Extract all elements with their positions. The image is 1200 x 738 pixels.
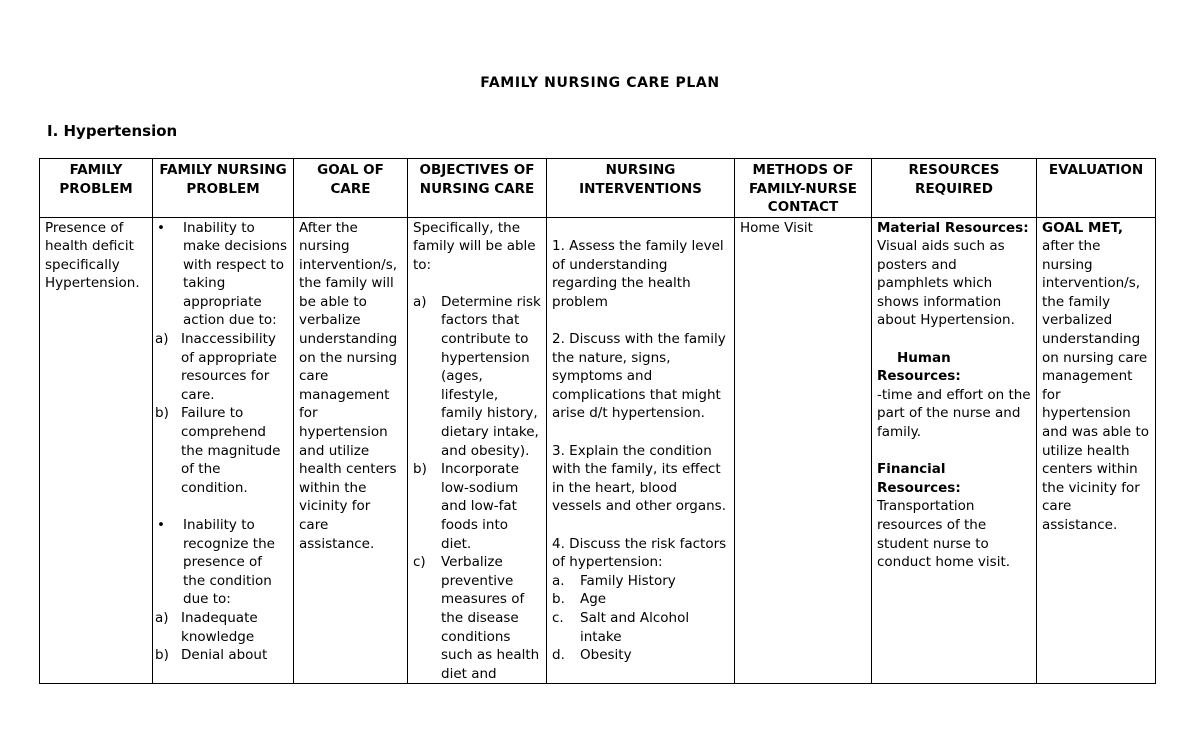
human-resources-text: -time and effort on the part of the nurse and family. xyxy=(877,386,1031,441)
list-marker: a) xyxy=(413,293,427,310)
list-item-text: Denial about xyxy=(181,647,268,664)
list-item xyxy=(552,572,729,591)
care-plan-table xyxy=(39,158,1156,684)
financial-resources-text: Transportation resources of the student nurse to conduct home visit. xyxy=(877,498,1011,571)
list-item-text: Salt and Alcohol intake xyxy=(580,609,690,645)
list-item-text: Obesity xyxy=(580,647,632,664)
header-family-nursing-problem: FAMILY NURSING PROBLEM xyxy=(153,159,294,218)
list-item xyxy=(413,553,541,683)
evaluation-heading: GOAL MET, xyxy=(1042,219,1124,236)
human-resources-heading-2: Resources: xyxy=(877,368,961,385)
list-item-text: Determine risk factors that contribute to hypertension (ages, lifestyle, family history, dietary intake, and obesity). xyxy=(441,293,541,459)
list-item-text: Inaccessibility of appropriate resources for care. xyxy=(181,331,277,403)
methods-cell xyxy=(735,217,872,684)
objectives-intro: Specifically, the family will be able to: xyxy=(413,219,536,273)
list-item-text: Inability to recognize the presence of the condition due to: xyxy=(183,517,275,608)
list-marker: c. xyxy=(552,609,564,626)
list-item-text: Inability to make decisions with respect to taking appropriate action due to: xyxy=(183,219,288,329)
list-item xyxy=(552,646,729,665)
financial-resources-heading: Financial Resources: xyxy=(877,461,961,496)
family-problem-cell xyxy=(40,217,153,684)
list-item-text: Failure to comprehend the magnitude of the condition. xyxy=(181,405,281,496)
list-marker: a) xyxy=(155,331,169,348)
header-interventions: NURSING INTERVENTIONS xyxy=(547,159,735,218)
list-marker: b. xyxy=(552,591,565,608)
evaluation-cell xyxy=(1037,217,1156,684)
methods-text: Home Visit xyxy=(740,219,813,236)
material-resources-heading: Material Resources: xyxy=(877,219,1029,236)
intervention-item: 4. Discuss the risk factors of hypertension: xyxy=(552,535,727,571)
list-item xyxy=(155,646,288,665)
objectives-cell xyxy=(408,217,547,684)
list-item-text: Inadequate knowledge xyxy=(181,609,258,645)
list-item xyxy=(155,516,288,609)
intervention-item: 2. Discuss with the family the nature, signs, symptoms and complications that might arise d/t hypertension. xyxy=(552,331,726,422)
list-marker: d. xyxy=(552,647,565,664)
list-item xyxy=(155,404,288,497)
header-evaluation: EVALUATION xyxy=(1037,159,1156,218)
nursing-problem-cell xyxy=(153,217,294,684)
document-title: FAMILY NURSING CARE PLAN xyxy=(480,75,720,91)
list-item xyxy=(155,219,288,331)
interventions-cell xyxy=(547,217,735,684)
list-marker: b) xyxy=(155,647,169,664)
material-resources-text: Visual aids such as posters and pamphlets which shows information about Hypertension. xyxy=(877,238,1015,329)
list-item xyxy=(552,609,729,646)
list-item xyxy=(155,330,288,404)
intervention-item: 3. Explain the condition with the family, its effect in the heart, blood vessels and other organs. xyxy=(552,442,726,515)
resources-cell xyxy=(872,217,1037,684)
human-resources-heading: Human xyxy=(897,349,951,366)
list-item xyxy=(552,590,729,609)
bullet-icon: • xyxy=(157,517,165,533)
list-marker: b) xyxy=(155,405,169,422)
header-goal-of-care: GOAL OF CARE xyxy=(294,159,408,218)
list-marker: b) xyxy=(413,461,427,478)
header-objectives: OBJECTIVES OF NURSING CARE xyxy=(408,159,547,218)
table-row xyxy=(40,217,1156,684)
list-item-text: Family History xyxy=(580,572,676,589)
header-row xyxy=(40,159,1156,218)
section-heading: I. Hypertension xyxy=(47,122,178,140)
list-marker: a) xyxy=(155,609,169,626)
header-resources: RESOURCES REQUIRED xyxy=(872,159,1037,218)
goal-text: After the nursing intervention/s, the family will be able to verbalize understanding on the nursing care management for hypertension and utilize health centers within the vicinity for care assistance. xyxy=(299,219,398,552)
list-marker: c) xyxy=(413,554,426,571)
list-item xyxy=(413,460,541,553)
evaluation-text: after the nursing intervention/s, the family verbalized understanding on nursing care management for hypertension and was able to utilize health centers within the vicinity for care assistance. xyxy=(1042,238,1150,533)
header-methods: METHODS OF FAMILY-NURSE CONTACT xyxy=(735,159,872,218)
list-item xyxy=(155,609,288,646)
bullet-icon: • xyxy=(157,219,165,236)
list-item-text: Age xyxy=(580,591,607,608)
list-item-text: Verbalize preventive measures of the disease conditions such as health diet and xyxy=(441,554,540,682)
intervention-item: 1. Assess the family level of understanding regarding the health problem xyxy=(552,238,724,310)
list-item xyxy=(413,293,541,460)
family-problem-text: Presence of health deficit specifically Hypertension. xyxy=(45,219,140,292)
list-marker: a. xyxy=(552,572,565,589)
goal-cell xyxy=(294,217,408,684)
list-item-text: Incorporate low-sodium and low-fat foods into diet. xyxy=(441,461,520,552)
header-family-problem: FAMILY PROBLEM xyxy=(40,159,153,218)
